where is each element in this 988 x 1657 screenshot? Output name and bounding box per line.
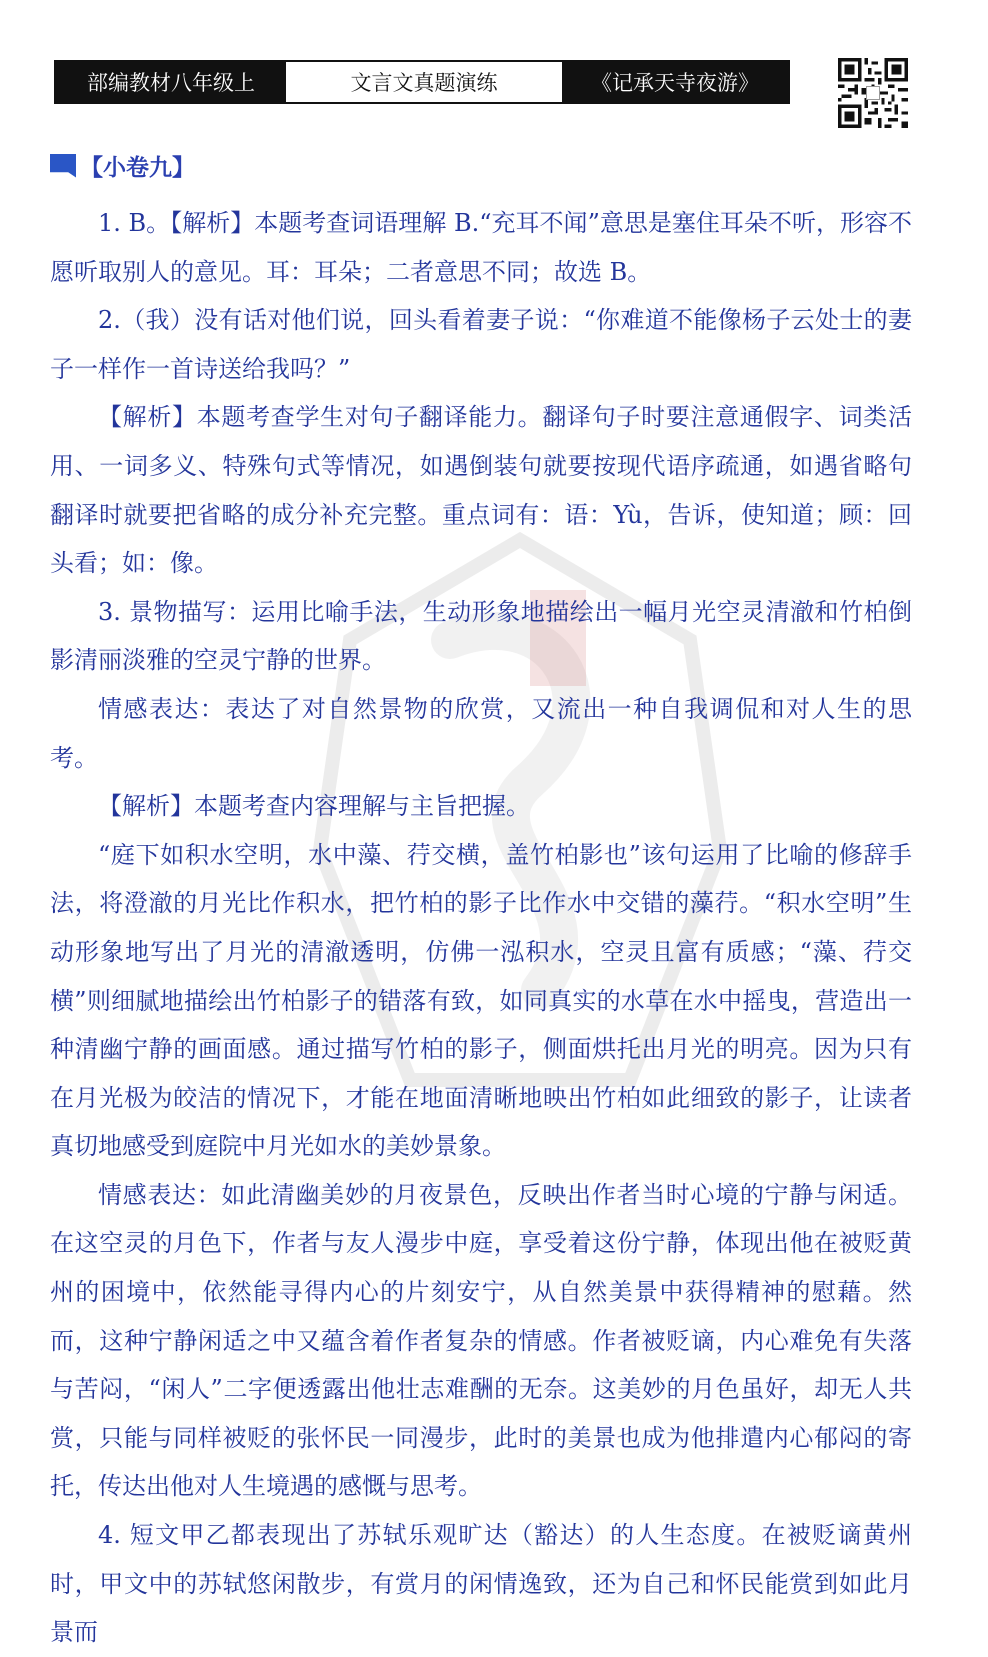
paragraph: 情感表达：如此清幽美妙的月夜景色，反映出作者当时心境的宁静与闲适。在这空灵的月色下，作者与友人漫步中庭，享受着这份宁静，体现出他在被贬黄州的困境中，依然能寻得内心的片刻安宁，从自然美景中获得精神的慰藉。然而，这种宁静闲适之中又蕴含着作者复杂的情感。作者被贬谪，内心难免有失落与苦闷，“闲人”二字便透露出他壮志难酬的无奈。这美妙的月色虽好，却无人共赏，只能与同样被贬的张怀民一同漫步，此时的美景也成为他排遣内心郁闷的寄托，传达出他对人生境遇的感慨与思考。 [50,1180,912,1501]
paragraph: 3. 景物描写：运用比喻手法，生动形象地描绘出一幅月光空灵清澈和竹柏倒影清丽淡雅的空灵宁静的世界。 [50,597,912,675]
section-heading [50,149,195,182]
header-bar [54,60,790,104]
paragraph: 1. B。【解析】本题考查词语理解 B.“充耳不闻”意思是塞住耳朵不听，形容不愿听取别人的意见。耳：耳朵；二者意思不同；故选 B。 [50,209,912,286]
paragraph: 【解析】本题考查内容理解与主旨把握。 [98,792,530,821]
header-lesson: 《记承天寺夜游》 [562,62,788,102]
paragraph: 情感表达：表达了对自然景物的欣赏，又流出一种自我调侃和对人生的思考。 [50,694,912,772]
header-grade: 部编教材八年级上 [56,62,286,102]
header-subject: 文言文真题演练 [286,62,562,102]
paragraph: 【解析】本题考查学生对句子翻译能力。翻译句子时要注意通假字、词类活用、一词多义、特殊句式等情况，如遇倒装句就要按现代语序疏通，如遇省略句翻译时就要把省略的成分补充完整。重点词有：语：Yù，告诉，使知道；顾：回头看；如：像。 [50,403,912,578]
answer-content [50,199,912,1657]
section-title: 【小卷九】 [80,155,195,181]
qr-code-icon [838,58,908,128]
paragraph: 4. 短文甲乙都表现出了苏轼乐观旷达（豁达）的人生态度。在被贬谪黄州时，甲文中的苏轼悠闲散步，有赏月的闲情逸致，还为自己和怀民能赏到如此月景而 [50,1521,912,1647]
paragraph: 2.（我）没有话对他们说，回头看着妻子说：“你难道不能像杨子云处士的妻子一样作一首诗送给我吗？” [50,306,912,383]
bookmark-icon [50,154,76,178]
paragraph: “庭下如积水空明，水中藻、荇交横，盖竹柏影也”该句运用了比喻的修辞手法，将澄澈的月光比作积水，把竹柏的影子比作水中交错的藻荇。“积水空明”生动形象地写出了月光的清澈透明，仿佛一泓积水，空灵且富有质感；“藻、荇交横”则细腻地描绘出竹柏影子的错落有致，如同真实的水草在水中摇曳，营造出一种清幽宁静的画面感。通过描写竹柏的影子，侧面烘托出月光的明亮。因为只有在月光极为皎洁的情况下，才能在地面清晰地映出竹柏如此细致的影子，让读者真切地感受到庭院中月光如水的美妙景象。 [50,840,912,1161]
